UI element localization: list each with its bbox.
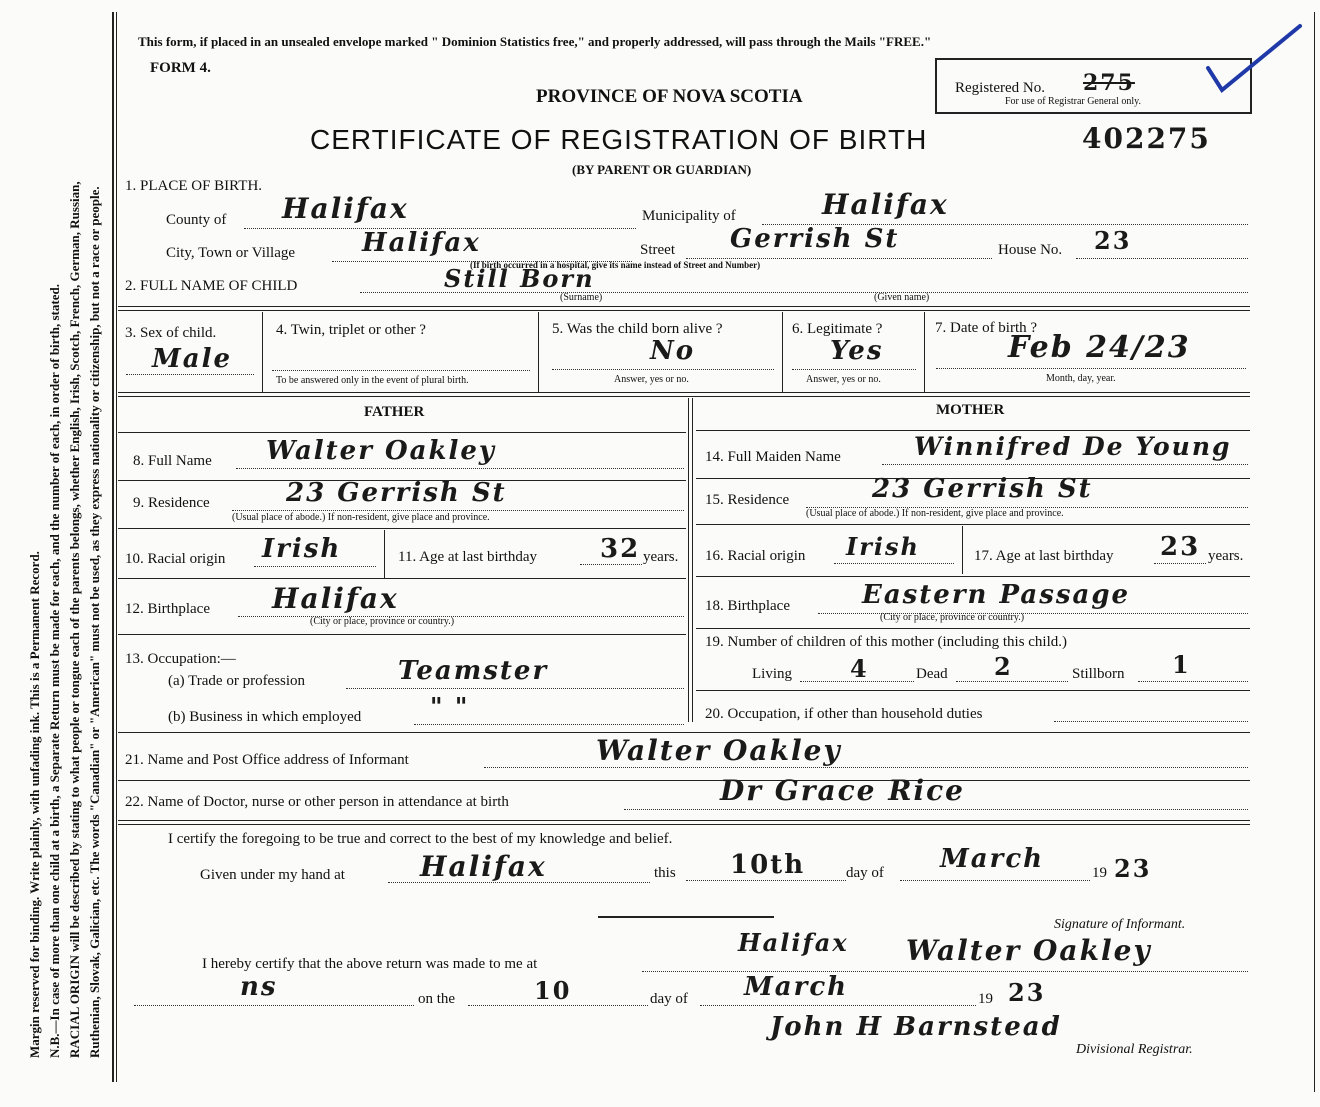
rule [118, 310, 1250, 311]
father-birthplace-note: (City or place, province or country.) [310, 616, 455, 627]
father-trade-value: Teamster [398, 656, 549, 686]
father-name-label: 8. Full Name [133, 453, 212, 469]
rule [696, 430, 1250, 431]
house-line [1076, 258, 1248, 259]
rule [118, 732, 1250, 733]
father-residence-line [232, 510, 684, 511]
margin-note-multiple-births: N.B.—In case of more than one child at a birth, a Separate Return must be made for each, and the number of each, in order of birth, stated. [47, 284, 62, 1058]
rule [118, 780, 1250, 781]
alive-note: Answer, yes or no. [614, 374, 689, 385]
street-label: Street [640, 242, 675, 258]
divisional-registrar-label: Divisional Registrar. [1076, 1042, 1193, 1057]
child-name-value: Still Born [444, 264, 595, 293]
child-name-label: 2. FULL NAME OF CHILD [125, 278, 298, 294]
page-title: CERTIFICATE OF REGISTRATION OF BIRTH [310, 124, 928, 155]
given-month-line [900, 880, 1090, 881]
mother-race-value: Irish [846, 532, 920, 561]
given-day-line [686, 880, 846, 881]
mother-race-line [834, 563, 954, 564]
dob-note: Month, day, year. [1046, 373, 1116, 384]
legitimate-label: 6. Legitimate ? [792, 321, 883, 337]
page-subtitle: (BY PARENT OR GUARDIAN) [572, 162, 752, 177]
registrar-day-value: 10 [534, 976, 572, 1005]
registrar-month-value: March [744, 972, 849, 1002]
registrar-day-line [468, 1005, 648, 1006]
father-residence-value: 23 Gerrish St [286, 478, 507, 508]
rule [118, 396, 1250, 397]
doctor-line [624, 809, 1248, 810]
street-line [686, 258, 992, 259]
dob-line [936, 368, 1246, 369]
father-race-line [254, 566, 376, 567]
margin-note-nationality: Ruthenian, Slovak, Galician, etc. The words "Canadian" or "American" must not be used, as they express nationality or citizenship, but not a race or people. [87, 186, 102, 1058]
house-value: 23 [1094, 226, 1132, 255]
sex-label: 3. Sex of child. [125, 325, 217, 341]
dead-label: Dead [916, 666, 948, 682]
registered-number: 275 [1083, 70, 1135, 96]
doctor-label: 22. Name of Doctor, nurse or other person in attendance at birth [125, 794, 509, 810]
rule [696, 576, 1250, 577]
registrar-month-line [700, 1005, 976, 1006]
living-label: Living [752, 666, 792, 682]
informant-line [484, 767, 1248, 768]
stillborn-line [1138, 681, 1248, 682]
this-label: this [654, 865, 676, 881]
father-business-line [414, 724, 684, 725]
rule [696, 690, 1250, 691]
stillborn-label: Stillborn [1072, 666, 1125, 682]
municipality-label: Municipality of [642, 208, 736, 224]
informant-signature: Walter Oakley [906, 934, 1152, 967]
divider [962, 526, 963, 574]
divider [924, 312, 925, 392]
father-heading: FATHER [364, 404, 425, 420]
given-label: Given under my hand at [200, 867, 345, 883]
informant-value: Walter Oakley [596, 734, 842, 767]
margin-note-binding: Margin reserved for binding. Write plainly, with unfading ink. This is a Permanent Record. [27, 551, 42, 1058]
on-the-label: on the [418, 991, 456, 1007]
legitimate-line [792, 369, 916, 370]
alive-label: 5. Was the child born alive ? [552, 321, 723, 337]
registrar-left-line [134, 1005, 414, 1006]
mother-race-label: 16. Racial origin [705, 548, 806, 564]
place-of-birth-heading: 1. PLACE OF BIRTH. [125, 178, 263, 194]
sex-line [126, 374, 254, 375]
county-value: Halifax [282, 192, 409, 225]
mother-name-value: Winnifred De Young [914, 432, 1232, 461]
mother-name-label: 14. Full Maiden Name [705, 449, 841, 465]
alive-value: No [650, 336, 696, 366]
binding-rule-inner [116, 12, 117, 1082]
mother-years-label: years. [1208, 548, 1244, 564]
sex-value: Male [152, 344, 233, 374]
mother-residence-label: 15. Residence [705, 492, 790, 508]
rule [118, 634, 686, 635]
dead-line [956, 681, 1068, 682]
mother-age-label: 17. Age at last birthday [974, 548, 1114, 564]
province-heading: PROVINCE OF NOVA SCOTIA [536, 86, 803, 107]
alive-line [552, 369, 774, 370]
father-birthplace-value: Halifax [272, 582, 399, 615]
column-divider [688, 398, 689, 722]
county-label: County of [166, 212, 227, 228]
registrar-place-value: Halifax [738, 928, 849, 957]
rule [118, 392, 1250, 393]
given-name-note: (Given name) [874, 292, 930, 303]
father-birthplace-line [238, 616, 684, 617]
given-day-value: 10th [730, 850, 806, 880]
mail-notice: This form, if placed in an unsealed envelope marked " Dominion Statistics free," and properly addressed, will pass through the Mails "FREE." [138, 34, 932, 49]
street-value: Gerrish St [730, 224, 900, 254]
mother-birthplace-label: 18. Birthplace [705, 598, 790, 614]
registrar-use-note: For use of Registrar General only. [1005, 96, 1141, 107]
twin-label: 4. Twin, triplet or other ? [276, 322, 426, 338]
rule [118, 528, 686, 529]
rule [118, 820, 1250, 821]
mother-occupation-label: 20. Occupation, if other than household duties [705, 706, 983, 722]
mother-children-label: 19. Number of children of this mother (including this child.) [705, 634, 1068, 650]
twin-line [272, 370, 530, 371]
father-trade-line [346, 688, 684, 689]
page-edge [1314, 12, 1315, 1092]
mother-name-line [882, 464, 1248, 465]
legitimate-note: Answer, yes or no. [806, 374, 881, 385]
mother-residence-note: (Usual place of abode.) If non-resident, give place and province. [806, 508, 1064, 519]
day-of-label: day of [846, 865, 884, 881]
rule [696, 628, 1250, 629]
divider [782, 312, 783, 392]
doctor-value: Dr Grace Rice [720, 774, 965, 807]
binding-rule [112, 12, 114, 1082]
registrar-day-of-label: day of [650, 991, 688, 1007]
divider [262, 312, 263, 392]
mother-age-line [1154, 563, 1206, 564]
legitimate-value: Yes [830, 336, 884, 366]
city-value: Halifax [362, 228, 481, 258]
registrar-signature: John H Barnstead [770, 1012, 1062, 1042]
father-race-value: Irish [262, 534, 342, 564]
dob-value: Feb 24/23 [1008, 330, 1191, 365]
father-years-label: years. [643, 549, 679, 565]
given-place-value: Halifax [420, 850, 547, 883]
rule [118, 578, 686, 579]
form-number: FORM 4. [150, 60, 211, 76]
mother-residence-value: 23 Gerrish St [872, 474, 1093, 504]
twin-note: To be answered only in the event of plural birth. [276, 375, 469, 386]
informant-label: 21. Name and Post Office address of Informant [125, 752, 409, 768]
father-race-label: 10. Racial origin [125, 551, 226, 567]
registrar-year-value: 23 [1008, 978, 1046, 1007]
house-label: House No. [998, 242, 1063, 258]
checkmark-icon [1200, 20, 1310, 100]
registered-label: Registered No. [955, 80, 1045, 96]
dead-value: 2 [994, 652, 1013, 681]
rule [696, 524, 1250, 525]
rule [118, 432, 686, 433]
year-prefix: 19 [1092, 865, 1107, 881]
living-value: 4 [850, 654, 869, 683]
margin-note-racial-origin: RACIAL ORIGIN will be described by stating to what people or tongue each of the parents belongs, whether English, Irish, Scotch, French, German, Russian, [67, 181, 82, 1058]
father-age-value: 32 [600, 534, 641, 564]
registrar-year-prefix: 19 [978, 991, 993, 1007]
signature-rule [598, 916, 774, 918]
mother-age-value: 23 [1160, 532, 1201, 562]
registrar-left-value: ns [240, 972, 278, 1002]
certificate-number: 402275 [1082, 122, 1211, 155]
municipality-value: Halifax [822, 188, 949, 221]
stillborn-value: 1 [1172, 650, 1191, 679]
certify-statement: I certify the foregoing to be true and correct to the best of my knowledge and belief. [168, 831, 673, 847]
given-month-value: March [940, 844, 1045, 874]
father-business-value: " " [430, 692, 470, 721]
father-age-line [580, 564, 642, 565]
father-name-line [236, 468, 684, 469]
mother-occupation-line [1054, 721, 1248, 722]
father-trade-label: (a) Trade or profession [168, 673, 306, 689]
divider [384, 530, 385, 578]
father-age-label: 11. Age at last birthday [398, 549, 537, 565]
column-divider [692, 398, 693, 722]
registrar-statement: I hereby certify that the above return was made to me at [202, 956, 538, 972]
father-name-value: Walter Oakley [266, 436, 497, 466]
mother-heading: MOTHER [936, 402, 1005, 418]
signature-informant-label: Signature of Informant. [1054, 917, 1186, 932]
father-residence-label: 9. Residence [133, 495, 210, 511]
father-business-label: (b) Business in which employed [168, 709, 362, 725]
hospital-note: (If birth occurred in a hospital, give its name instead of Street and Number) [470, 260, 761, 270]
divider [538, 312, 539, 392]
city-label: City, Town or Village [166, 245, 296, 261]
mother-birthplace-note: (City or place, province or country.) [880, 612, 1025, 623]
registrar-place-line [642, 971, 1248, 972]
dob-label: 7. Date of birth ? [935, 320, 1038, 336]
surname-note: (Surname) [560, 292, 603, 303]
rule [118, 306, 1250, 307]
mother-birthplace-value: Eastern Passage [862, 580, 1131, 610]
rule [118, 824, 1250, 825]
father-residence-note: (Usual place of abode.) If non-resident, give place and province. [232, 512, 490, 523]
given-year-value: 23 [1114, 854, 1152, 883]
father-birthplace-label: 12. Birthplace [125, 601, 210, 617]
father-occupation-label: 13. Occupation:— [125, 651, 236, 667]
